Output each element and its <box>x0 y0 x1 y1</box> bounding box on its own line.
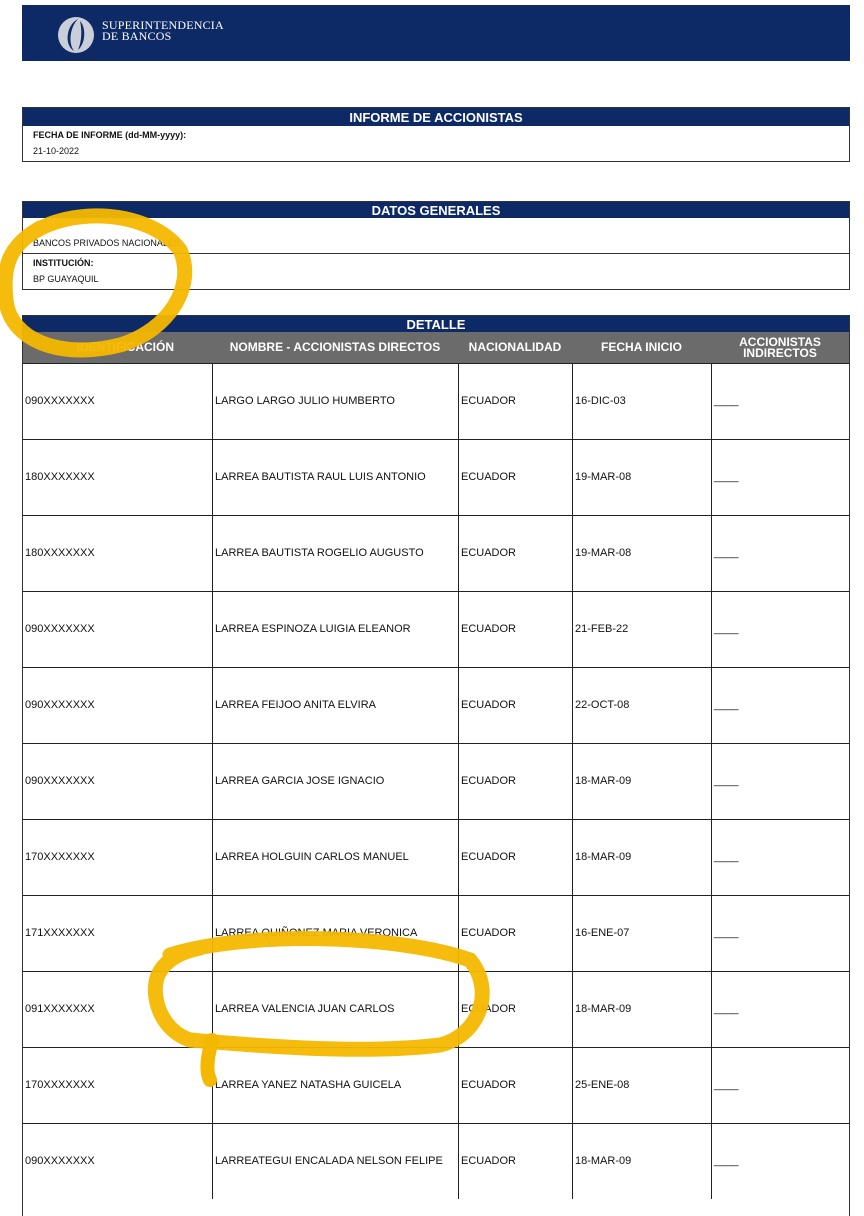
cell-nacionalidad: ECUADOR <box>458 896 572 971</box>
table-row <box>23 515 849 591</box>
fecha-label: FECHA DE INFORME (dd-MM-yyyy): <box>33 130 187 140</box>
cell-nombre: LARREA GARCIA JOSE IGNACIO <box>212 744 458 819</box>
institucion-value: BP GUAYAQUIL <box>33 274 99 284</box>
brand-name <box>102 20 224 42</box>
cell-identificacion: 171XXXXXXX <box>25 927 95 939</box>
cell-identificacion: 090XXXXXXX <box>25 1155 95 1167</box>
cell-nacionalidad: ECUADOR <box>458 516 572 591</box>
cell-fecha-inicio: 16-DIC-03 <box>572 364 711 439</box>
col-header-accionistas-indirectos: ACCIONISTAS INDIRECTOS <box>739 334 821 360</box>
brand-line-2: DE BANCOS <box>102 29 172 43</box>
brand-line-1: SUPERINTENDENCIA <box>102 18 224 32</box>
cell-nacionalidad: ECUADOR <box>458 972 572 1047</box>
table-row <box>23 439 849 515</box>
cell-identificacion: 170XXXXXXX <box>25 1079 95 1091</box>
cell-accionistas-indirectos: ____ <box>711 592 849 667</box>
cell-accionistas-indirectos: ____ <box>711 440 849 515</box>
cell-nombre: LARGO LARGO JULIO HUMBERTO <box>212 364 458 439</box>
col-header-identificacion: IDENTIFICACIÓN <box>76 340 174 354</box>
table-row <box>23 743 849 819</box>
header-banner <box>22 5 850 61</box>
table-row <box>23 819 849 895</box>
table-header <box>23 332 849 363</box>
table-row <box>23 667 849 743</box>
cell-accionistas-indirectos: ____ <box>711 1048 849 1123</box>
cell-nombre: LARREA ESPINOZA LUIGIA ELEANOR <box>212 592 458 667</box>
cell-nacionalidad: ECUADOR <box>458 440 572 515</box>
informe-section <box>22 107 850 162</box>
superintendencia-logo-icon <box>56 15 96 55</box>
cell-accionistas-indirectos: ____ <box>711 1124 849 1199</box>
cell-nacionalidad: ECUADOR <box>458 668 572 743</box>
cell-accionistas-indirectos: ____ <box>711 364 849 439</box>
cell-fecha-inicio: 18-MAR-09 <box>572 1124 711 1199</box>
cell-nombre: LARREA YANEZ NATASHA GUICELA <box>212 1048 458 1123</box>
cell-fecha-inicio: 16-ENE-07 <box>572 896 711 971</box>
cell-nacionalidad: ECUADOR <box>458 820 572 895</box>
cell-fecha-inicio: 18-MAR-09 <box>572 744 711 819</box>
cell-fecha-inicio: 22-OCT-08 <box>572 668 711 743</box>
cell-identificacion: 170XXXXXXX <box>25 851 95 863</box>
cell-nombre: LARREA QUIÑONEZ MARIA VERONICA <box>212 896 458 971</box>
cell-identificacion: 090XXXXXXX <box>25 775 95 787</box>
cell-fecha-inicio: 25-ENE-08 <box>572 1048 711 1123</box>
cell-nombre: LARREATEGUI ENCALADA NELSON FELIPE <box>212 1124 458 1199</box>
cell-fecha-inicio: 21-FEB-22 <box>572 592 711 667</box>
table-body <box>23 363 849 1199</box>
table-row <box>23 363 849 439</box>
cell-identificacion: 090XXXXXXX <box>25 699 95 711</box>
datos-generales-section <box>22 201 850 290</box>
cell-fecha-inicio: 18-MAR-09 <box>572 820 711 895</box>
col-header-nacionalidad: NACIONALIDAD <box>468 340 562 354</box>
cell-accionistas-indirectos: ____ <box>711 668 849 743</box>
cell-fecha-inicio: 19-MAR-08 <box>572 440 711 515</box>
cell-identificacion: 180XXXXXXX <box>25 471 95 483</box>
cell-nombre: LARREA VALENCIA JUAN CARLOS <box>212 972 458 1047</box>
cell-accionistas-indirectos: ____ <box>711 516 849 591</box>
fecha-field <box>23 126 849 161</box>
cell-identificacion: 091XXXXXXX <box>25 1003 95 1015</box>
cell-fecha-inicio: 19-MAR-08 <box>572 516 711 591</box>
cell-nacionalidad: ECUADOR <box>458 1048 572 1123</box>
cell-nacionalidad: ECUADOR <box>458 592 572 667</box>
cell-identificacion: 180XXXXXXX <box>25 547 95 559</box>
fecha-value: 21-10-2022 <box>33 146 80 156</box>
detalle-section <box>22 315 850 1216</box>
col-header-nombre: NOMBRE - ACCIONISTAS DIRECTOS <box>229 340 441 354</box>
table-row <box>23 591 849 667</box>
cell-nombre: LARREA HOLGUIN CARLOS MANUEL <box>212 820 458 895</box>
table-row <box>23 1047 849 1123</box>
cell-accionistas-indirectos: ____ <box>711 896 849 971</box>
cell-nacionalidad: ECUADOR <box>458 744 572 819</box>
cell-identificacion: 090XXXXXXX <box>25 395 95 407</box>
cell-nacionalidad: ECUADOR <box>458 364 572 439</box>
table-row <box>23 895 849 971</box>
cell-nombre: LARREA BAUTISTA ROGELIO AUGUSTO <box>212 516 458 591</box>
cell-accionistas-indirectos: ____ <box>711 820 849 895</box>
table-row <box>23 1123 849 1199</box>
subsistema-value: BANCOS PRIVADOS NACIONALES <box>33 238 180 248</box>
detalle-title: DETALLE <box>23 316 849 332</box>
table-row <box>23 971 849 1047</box>
cell-identificacion: 090XXXXXXX <box>25 623 95 635</box>
cell-accionistas-indirectos: ____ <box>711 972 849 1047</box>
cell-fecha-inicio: 18-MAR-09 <box>572 972 711 1047</box>
informe-title: INFORME DE ACCIONISTAS <box>23 108 849 126</box>
cell-nombre: LARREA FEIJOO ANITA ELVIRA <box>212 668 458 743</box>
subsistema-field <box>23 218 849 253</box>
cell-nacionalidad: ECUADOR <box>458 1124 572 1199</box>
col-header-fecha-inicio: FECHA INICIO <box>601 340 682 354</box>
institucion-field <box>23 253 849 289</box>
institucion-label: INSTITUCIÓN: <box>33 258 94 268</box>
cell-accionistas-indirectos: ____ <box>711 744 849 819</box>
datos-generales-title: DATOS GENERALES <box>23 202 849 218</box>
cell-nombre: LARREA BAUTISTA RAUL LUIS ANTONIO <box>212 440 458 515</box>
